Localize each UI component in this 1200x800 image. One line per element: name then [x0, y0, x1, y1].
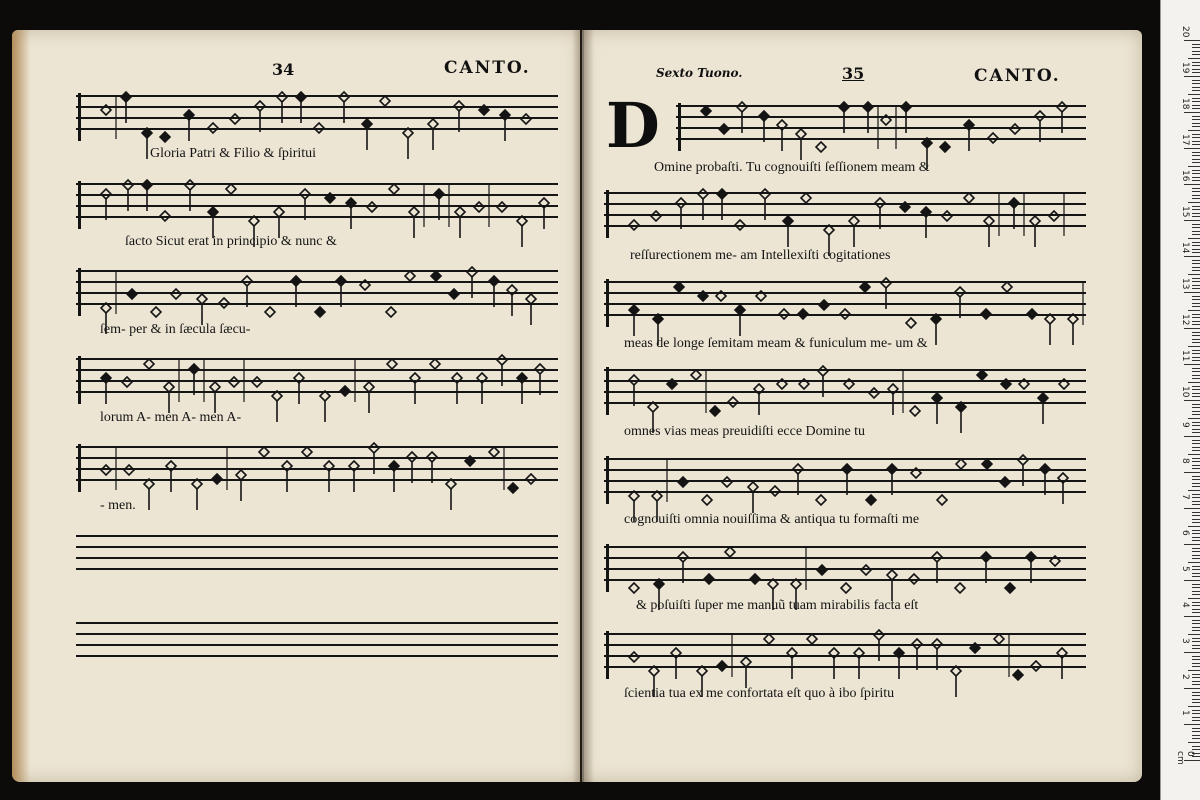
lyric-line: meas de longe ſemitam meam & funiculum me- um & [624, 336, 928, 351]
ruler-tick [1188, 346, 1200, 347]
ruler-tick [1192, 285, 1200, 286]
ruler-tick [1192, 731, 1200, 732]
ruler-tick [1192, 443, 1200, 444]
ruler-tick [1192, 551, 1200, 552]
book-gutter [572, 30, 594, 782]
ruler-tick [1188, 130, 1200, 131]
ruler-tick [1192, 422, 1200, 423]
ruler-tick [1192, 249, 1200, 250]
ruler-tick [1192, 558, 1200, 559]
ruler-tick [1192, 407, 1200, 408]
ruler-tick [1192, 141, 1200, 142]
music-staff [76, 183, 558, 227]
ruler-tick [1192, 342, 1200, 343]
ruler-label: 20 [1180, 26, 1190, 38]
ruler-tick [1192, 440, 1200, 441]
ruler-tick [1192, 497, 1200, 498]
notes [604, 625, 1086, 685]
ruler-label: 15 [1180, 206, 1190, 218]
ruler-tick [1188, 166, 1200, 167]
ruler-tick [1192, 540, 1200, 541]
right-page-header: CANTO. [974, 66, 1061, 86]
ruler-tick [1192, 69, 1200, 70]
ruler-tick [1192, 195, 1200, 196]
ruler-tick [1192, 630, 1200, 631]
ruler-tick [1192, 270, 1200, 271]
ruler-tick [1192, 594, 1200, 595]
ruler-tick [1188, 454, 1200, 455]
ruler-tick [1192, 375, 1200, 376]
ruler-tick [1192, 299, 1200, 300]
ruler-tick [1192, 191, 1200, 192]
ruler-tick [1192, 396, 1200, 397]
music-staff [604, 546, 1086, 590]
ruler-tick [1192, 695, 1200, 696]
lyric-line: & poſuiſti ſuper me manuũ tuam mirabilis facta eſt [636, 598, 919, 613]
ruler-tick [1188, 598, 1200, 599]
ruler-tick [1192, 72, 1200, 73]
ruler-tick [1192, 702, 1200, 703]
lyric-line: ſacto Sicut erat in principio & nunc & [125, 234, 337, 249]
ruler-tick [1192, 458, 1200, 459]
ruler-tick [1192, 306, 1200, 307]
ruler-tick [1192, 684, 1200, 685]
ruler-tick [1192, 288, 1200, 289]
ruler-label: 1 [1180, 710, 1190, 716]
ruler-tick [1192, 587, 1200, 588]
ruler-tick [1192, 537, 1200, 538]
decorated-initial: D [606, 89, 660, 162]
ruler-tick [1192, 659, 1200, 660]
ruler-tick [1192, 134, 1200, 135]
ruler-label: 5 [1180, 566, 1190, 572]
notes [676, 97, 1086, 157]
ruler-tick [1192, 414, 1200, 415]
ruler-tick [1192, 303, 1200, 304]
ruler-tick [1192, 461, 1200, 462]
ruler-tick [1192, 90, 1200, 91]
ruler-tick [1192, 62, 1200, 63]
ruler-label: 12 [1180, 314, 1190, 326]
ruler-label: 13 [1180, 278, 1190, 290]
ruler-tick [1192, 627, 1200, 628]
ruler-tick [1192, 728, 1200, 729]
ruler-tick [1192, 602, 1200, 603]
ruler-tick [1192, 119, 1200, 120]
ruler-tick [1192, 663, 1200, 664]
tone-label: Sexto Tuono. [656, 66, 743, 80]
notes [76, 87, 558, 147]
notes [76, 262, 558, 322]
ruler-tick [1188, 490, 1200, 491]
ruler-tick [1192, 371, 1200, 372]
ruler-tick [1192, 429, 1200, 430]
ruler-tick [1192, 224, 1200, 225]
ruler-tick [1192, 324, 1200, 325]
ruler-tick [1192, 569, 1200, 570]
ruler-tick [1192, 213, 1200, 214]
ruler-tick [1192, 314, 1200, 315]
ruler-tick [1192, 710, 1200, 711]
ruler-tick [1192, 591, 1200, 592]
lyric-line: reſſurectionem me- am Intellexiſti cogitationes [630, 248, 891, 263]
ruler-label: 10 [1180, 386, 1190, 398]
ruler-label: 9 [1180, 422, 1190, 428]
ruler-tick [1192, 227, 1200, 228]
ruler-tick [1192, 501, 1200, 502]
ruler-tick [1192, 746, 1200, 747]
ruler-tick [1192, 699, 1200, 700]
ruler-tick [1192, 666, 1200, 667]
ruler-tick [1192, 386, 1200, 387]
ruler-tick [1192, 656, 1200, 657]
music-staff [676, 105, 1086, 149]
empty-staff [76, 535, 558, 579]
ruler-tick [1192, 198, 1200, 199]
ruler-tick [1192, 738, 1200, 739]
ruler-tick [1192, 515, 1200, 516]
left-page-number: 34 [272, 60, 295, 79]
ruler-tick [1192, 105, 1200, 106]
ruler-tick [1192, 162, 1200, 163]
ruler-tick [1192, 404, 1200, 405]
notes [604, 184, 1086, 244]
notes [604, 361, 1086, 421]
ruler-tick [1192, 735, 1200, 736]
ruler-tick [1192, 368, 1200, 369]
ruler-tick [1188, 670, 1200, 671]
notes [604, 538, 1086, 598]
music-staff [76, 95, 558, 139]
ruler-tick [1192, 296, 1200, 297]
ruler-tick [1188, 634, 1200, 635]
ruler-tick [1192, 51, 1200, 52]
ruler-tick [1192, 720, 1200, 721]
ruler-tick [1192, 641, 1200, 642]
ruler-tick [1192, 47, 1200, 48]
right-page-number: 35 [842, 64, 865, 83]
ruler-tick [1188, 274, 1200, 275]
lyric-line: lorum A- men A- men A- [100, 410, 242, 425]
ruler-tick [1192, 612, 1200, 613]
ruler-tick [1192, 87, 1200, 88]
ruler-tick [1192, 245, 1200, 246]
notes [76, 438, 558, 498]
ruler-tick [1192, 83, 1200, 84]
ruler-label: 14 [1180, 242, 1190, 254]
ruler-tick [1188, 742, 1200, 743]
ruler-tick [1192, 648, 1200, 649]
ruler-tick [1192, 98, 1200, 99]
ruler-tick [1192, 101, 1200, 102]
lyric-line: Omine probaſti. Tu cognouiſti ſeſſionem meam & [654, 160, 930, 175]
ruler-tick [1192, 468, 1200, 469]
ruler-tick [1188, 202, 1200, 203]
ruler-tick [1192, 360, 1200, 361]
notes [604, 450, 1086, 510]
ruler-label: 6 [1180, 530, 1190, 536]
ruler-tick [1192, 504, 1200, 505]
lyric-line: ſcientia tua ex me confortata eſt quo à ibo ſpiritu [624, 686, 895, 701]
ruler-tick [1188, 418, 1200, 419]
ruler-tick [1192, 677, 1200, 678]
ruler-tick [1192, 609, 1200, 610]
ruler-tick [1192, 425, 1200, 426]
ruler-tick [1192, 339, 1200, 340]
ruler-tick [1192, 54, 1200, 55]
ruler-tick [1192, 252, 1200, 253]
music-staff [604, 192, 1086, 236]
ruler-tick [1192, 188, 1200, 189]
ruler-tick [1192, 137, 1200, 138]
ruler-label: 7 [1180, 494, 1190, 500]
ruler-tick [1192, 209, 1200, 210]
ruler-tick [1192, 44, 1200, 45]
ruler-label: 4 [1180, 602, 1190, 608]
ruler-label: 8 [1180, 458, 1190, 464]
ruler-label: 19 [1180, 62, 1190, 74]
ruler-tick [1192, 170, 1200, 171]
ruler-tick [1192, 317, 1200, 318]
ruler-tick [1192, 522, 1200, 523]
ruler-tick [1192, 548, 1200, 549]
ruler-tick [1192, 267, 1200, 268]
ruler-tick [1192, 126, 1200, 127]
ruler-tick [1192, 450, 1200, 451]
ruler-tick [1192, 483, 1200, 484]
ruler-label: 2 [1180, 674, 1190, 680]
music-staff [604, 633, 1086, 677]
ruler-tick [1192, 432, 1200, 433]
ruler-label: 17 [1180, 134, 1190, 146]
ruler-tick [1192, 177, 1200, 178]
ruler-tick [1192, 260, 1200, 261]
ruler-tick [1192, 486, 1200, 487]
ruler-tick [1192, 357, 1200, 358]
ruler-tick [1188, 526, 1200, 527]
empty-staff [76, 622, 558, 666]
ruler-label: 11 [1180, 350, 1190, 362]
ruler-tick [1192, 65, 1200, 66]
ruler-tick [1188, 58, 1200, 59]
ruler-tick [1192, 623, 1200, 624]
ruler-label: 3 [1180, 638, 1190, 644]
ruler-tick [1192, 263, 1200, 264]
notes [604, 273, 1086, 333]
ruler-tick [1192, 234, 1200, 235]
ruler-tick [1192, 281, 1200, 282]
ruler-tick [1192, 620, 1200, 621]
ruler-tick [1192, 519, 1200, 520]
ruler-tick [1192, 108, 1200, 109]
music-staff [76, 358, 558, 402]
notes [76, 350, 558, 410]
ruler-tick [1192, 447, 1200, 448]
ruler-tick [1192, 123, 1200, 124]
ruler-tick [1192, 321, 1200, 322]
ruler-tick [1192, 681, 1200, 682]
page-edge [12, 30, 30, 782]
notes [76, 175, 558, 235]
ruler-tick [1192, 576, 1200, 577]
ruler-tick [1188, 562, 1200, 563]
lyric-line: cognouiſti omnia nouiſſima & antiqua tu formaſti me [624, 512, 920, 527]
lyric-line: ſem- per & in ſæcula ſæcu- [100, 322, 251, 337]
ruler-tick [1192, 80, 1200, 81]
ruler-tick [1192, 378, 1200, 379]
ruler-tick [1192, 173, 1200, 174]
lyric-line: omnes vias meas preuidiſti ecce Domine tu [624, 424, 866, 439]
ruler-tick [1188, 382, 1200, 383]
ruler-tick [1188, 238, 1200, 239]
ruler-tick [1192, 216, 1200, 217]
music-staff [604, 458, 1086, 502]
ruler-tick [1192, 155, 1200, 156]
ruler-tick [1192, 242, 1200, 243]
ruler-tick [1192, 389, 1200, 390]
ruler-tick [1192, 278, 1200, 279]
ruler-tick [1192, 159, 1200, 160]
left-page-header: CANTO. [444, 58, 531, 78]
music-staff [76, 446, 558, 490]
ruler-tick [1192, 605, 1200, 606]
music-staff [76, 270, 558, 314]
ruler-tick [1192, 479, 1200, 480]
ruler-tick [1192, 566, 1200, 567]
ruler-tick [1192, 584, 1200, 585]
ruler-tick [1192, 332, 1200, 333]
music-staff [604, 281, 1086, 325]
ruler-tick [1192, 353, 1200, 354]
ruler-tick [1192, 335, 1200, 336]
ruler-tick [1192, 692, 1200, 693]
ruler-tick [1192, 717, 1200, 718]
ruler-tick [1188, 706, 1200, 707]
ruler-tick [1192, 533, 1200, 534]
ruler-tick [1192, 573, 1200, 574]
ruler-tick [1188, 310, 1200, 311]
ruler-tick [1192, 206, 1200, 207]
ruler-tick [1192, 674, 1200, 675]
ruler-tick [1192, 393, 1200, 394]
ruler-tick [1192, 116, 1200, 117]
ruler-tick [1188, 94, 1200, 95]
music-staff [604, 369, 1086, 413]
ruler-tick [1192, 180, 1200, 181]
ruler-tick [1192, 144, 1200, 145]
lyric-line: Gloria Patri & Filio & ſpiritui [150, 146, 317, 161]
ruler-label: 16 [1180, 170, 1190, 182]
ruler-tick [1192, 350, 1200, 351]
ruler-tick [1192, 638, 1200, 639]
ruler-tick [1192, 231, 1200, 232]
ruler-tick [1192, 713, 1200, 714]
ruler-tick [1192, 476, 1200, 477]
ruler-label: 18 [1180, 98, 1190, 110]
ruler-tick [1192, 152, 1200, 153]
ruler-tick [1192, 512, 1200, 513]
ruler-tick [1192, 555, 1200, 556]
ruler-tick [1192, 530, 1200, 531]
ruler-tick [1192, 494, 1200, 495]
ruler-label: 0 cm [1175, 751, 1195, 765]
ruler-tick [1192, 465, 1200, 466]
lyric-line: - men. [100, 498, 136, 513]
ruler-tick [1192, 411, 1200, 412]
ruler-tick [1192, 645, 1200, 646]
